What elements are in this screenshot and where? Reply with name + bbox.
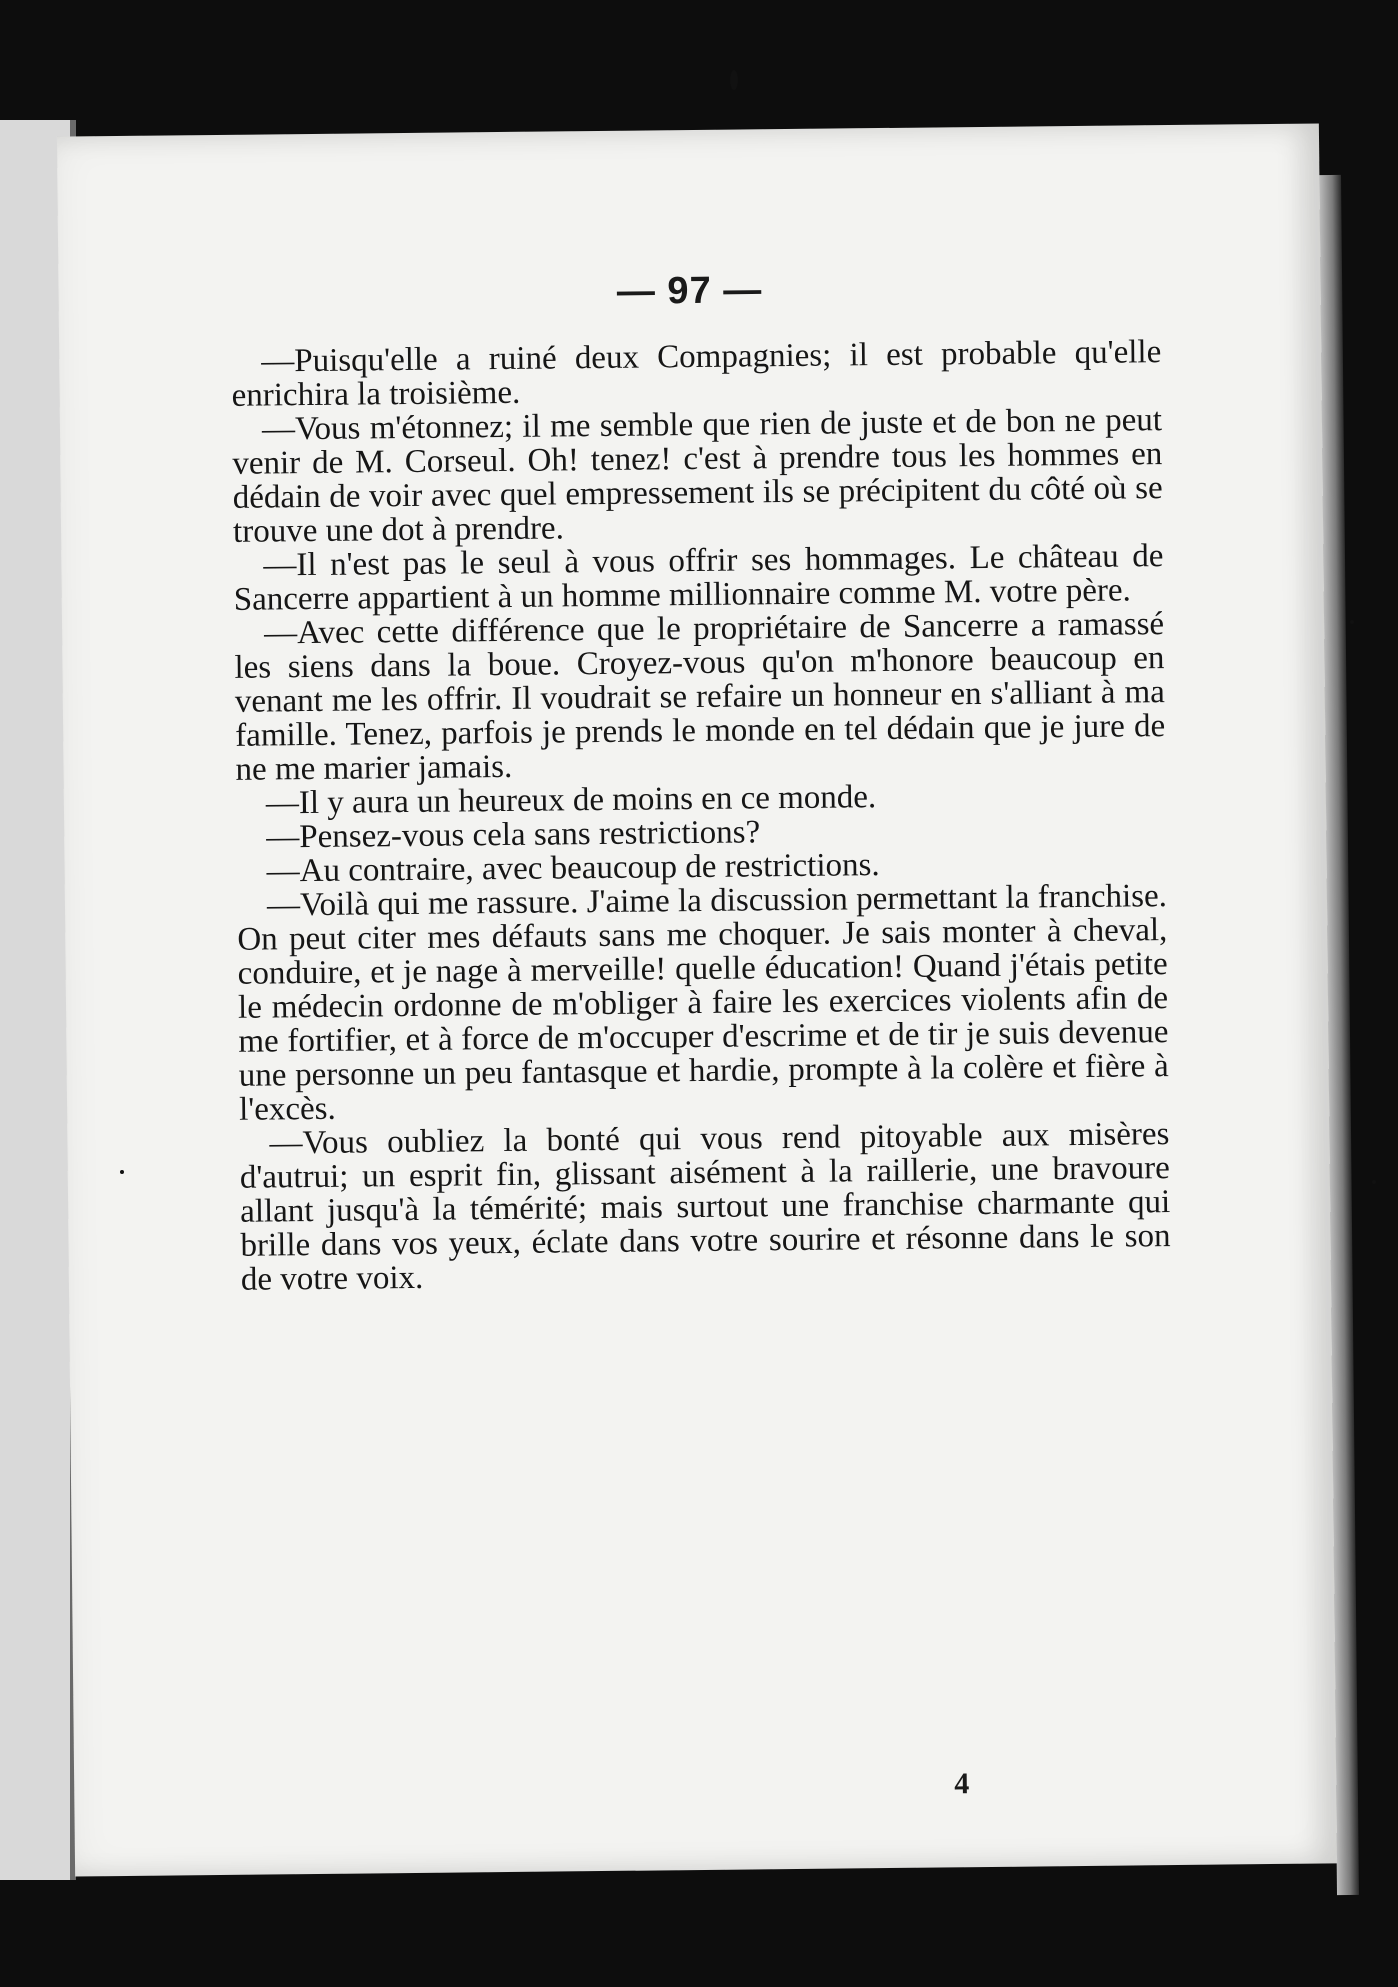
- paragraph: —Il y aura un heureux de moins en ce monde.: [265, 779, 877, 822]
- paragraph: —Pensez-vous cela sans restrictions?: [266, 814, 761, 856]
- paragraph: —Vous m'étonnez; il me semble que rien de juste et de bon ne peut venir de M. Corseul. Oh! tenez! c'est à prendre tous les hommes en dédain de voir avec quel empressement ils se précipitent du côté où se trouve une dot à prendre.: [232, 402, 1163, 550]
- scan-speck: [1372, 1180, 1376, 1184]
- scan-speck: [730, 70, 738, 90]
- paragraph: —Il n'est pas le seul à vous offrir ses hommages. Le château de Sancerre appartient à un homme millionnaire comme M. votre père.: [233, 538, 1164, 618]
- scan-speck: [120, 1170, 124, 1174]
- signature-mark: 4: [954, 1767, 970, 1801]
- paragraph: —Voilà qui me rassure. J'aime la discussion permettant la franchise. On peut citer mes défauts sans me choquer. Je sais monter à cheval, conduire, et je nage à merveille! quelle éducation! Quand j'étais petite le médecin ordonne de m'obliger à faire les exercices violents afin de me fortifier, et à force de m'occuper d'escrime et de tir je suis devenue une personne un peu fantasque et hardie, prompte à la colère et fière à l'excès.: [237, 878, 1169, 1128]
- paragraph: —Avec cette différence que le propriétaire de Sancerre a ramassé les siens dans la boue. Croyez-vous qu'on m'honore beaucoup en venant me les offrir. Il voudrait se refaire un honneur en s'alliant à ma famille. Tenez, parfois je prends le monde en tel dédain que je jure de ne me marier jamais.: [234, 606, 1166, 788]
- paragraph: —Au contraire, avec beaucoup de restrictions.: [266, 847, 880, 890]
- paragraph: —Puisqu'elle a ruiné deux Compagnies; il est probable qu'elle enrichira la troisième.: [231, 334, 1162, 414]
- book-page: [57, 123, 1337, 1876]
- scan-speck: [1350, 620, 1354, 624]
- paragraph: —Vous oubliez la bonté qui vous rend pitoyable aux misères d'autrui; un esprit fin, glissant aisément à la raillerie, une bravoure allant jusqu'à la témérité; mais surtout une franchise charmante qui brille dans vos yeux, éclate dans votre sourire et résonne dans le son de votre voix.: [239, 1116, 1171, 1298]
- page-number-header: — 97 —: [616, 269, 763, 313]
- body-text: [231, 335, 1171, 1297]
